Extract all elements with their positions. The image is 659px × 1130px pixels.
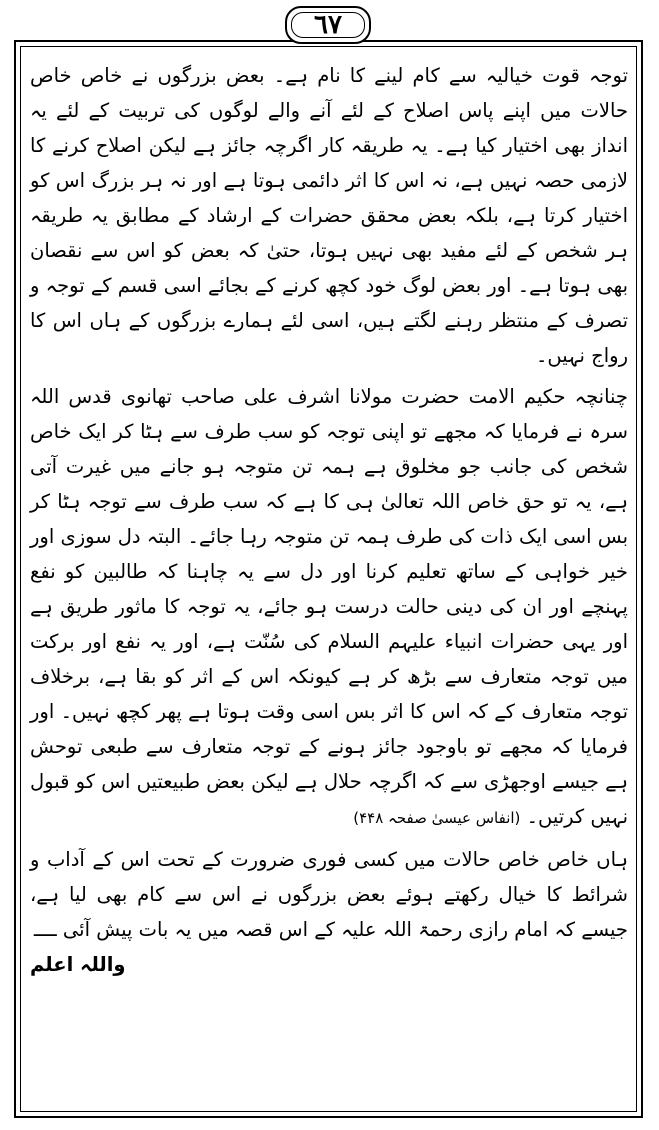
- paragraph-3: [30, 842, 628, 976]
- paragraph-1-text: توجہ قوت خیالیہ سے کام لینے کا نام ہے۔ بعض بزرگوں نے خاص خاص حالات میں اپنے پاس اصلاح کے لئے آنے والے لوگوں کی تربیت کے لئے یہ انداز بھی اختیار کیا ہے۔ یہ طریقہ کار اگرچہ جائز ہے لیکن اصلاح کرنے کا لازمی حصہ نہیں ہے، نہ اس کا اثر دائمی ہوتا ہے اور نہ ہر بزرگ اس کو اختیار کرتا ہے، بلکہ بعض محقق حضرات کے ارشاد کے مطابق یہ طریقہ ہر شخص کے لئے مفید بھی نہیں ہوتا، حتیٰ کہ بعض کو اس سے نقصان بھی ہوتا ہے۔ اور بعض لوگ خود کچھ کرنے کے بجائے اسی قسم کے توجہ و تصرف کے منتظر رہنے لگتے ہیں، اسی لئے ہمارے بزرگوں کے ہاں اس کا رواج نہیں۔: [30, 64, 628, 367]
- closing-phrase: واللہ اعلم: [30, 953, 126, 976]
- paragraph-3-text: ہاں خاص خاص حالات میں کسی فوری ضرورت کے تحت اس کے آداب و شرائط کا خیال رکھتے ہوئے بعض بزرگوں نے اس سے کام بھی لیا ہے، جیسے کہ امام رازی رحمۃ اللہ علیہ کے اس قصہ میں یہ بات پیش آئی ــــ: [30, 848, 628, 941]
- page-number-badge: [285, 6, 371, 44]
- citation: (انفاس عیسیٰ صفحہ ۴۴۸): [353, 809, 521, 827]
- page-body: [30, 58, 628, 982]
- page-number: ٦٧: [314, 10, 342, 40]
- paragraph-2: [30, 379, 628, 836]
- paragraph-1: [30, 58, 628, 373]
- paragraph-2-text: چنانچہ حکیم الامت حضرت مولانا اشرف علی صاحب تھانوی قدس اللہ سرہ نے فرمایا کہ مجھے تو اپنی توجہ کو سب طرف سے ہٹا کر ایک خاص شخص کی جانب جو مخلوق ہے ہمہ تن متوجہ ہو جانے میں غیرت آتی ہے، یہ تو حق خاص اللہ تعالیٰ ہی کا ہے کہ سب طرف سے توجہ ہٹا کر بس اسی ایک ذات کی طرف ہمہ تن متوجہ رہا جائے۔ البتہ دل سوزی اور خیر خواہی کے ساتھ تعلیم کرنا اور دل سے یہ چاہنا کہ طالبین کو نفع پہنچے اور ان کی دینی حالت درست ہو جائے، یہ توجہ کا ماثور طریق ہے اور یہی حضرات انبیاء علیہم السلام کی سُنّت ہے، اور یہ نفع اور برکت میں توجہ متعارف سے بڑھ کر ہے کیونکہ اس کے اثر کو بقا ہے، برخلاف توجہ متعارف کے کہ اس کا اثر بس اسی وقت ہوتا ہے پھر کچھ نہیں۔ اور فرمایا کہ مجھے تو باوجود جائز ہونے کے توجہ متعارف سے طبعی توحش ہے جیسے اوجھڑی سے کہ اگرچہ حلال ہے لیکن بعض طبیعتیں اس کو قبول نہیں کرتیں۔: [30, 385, 628, 828]
